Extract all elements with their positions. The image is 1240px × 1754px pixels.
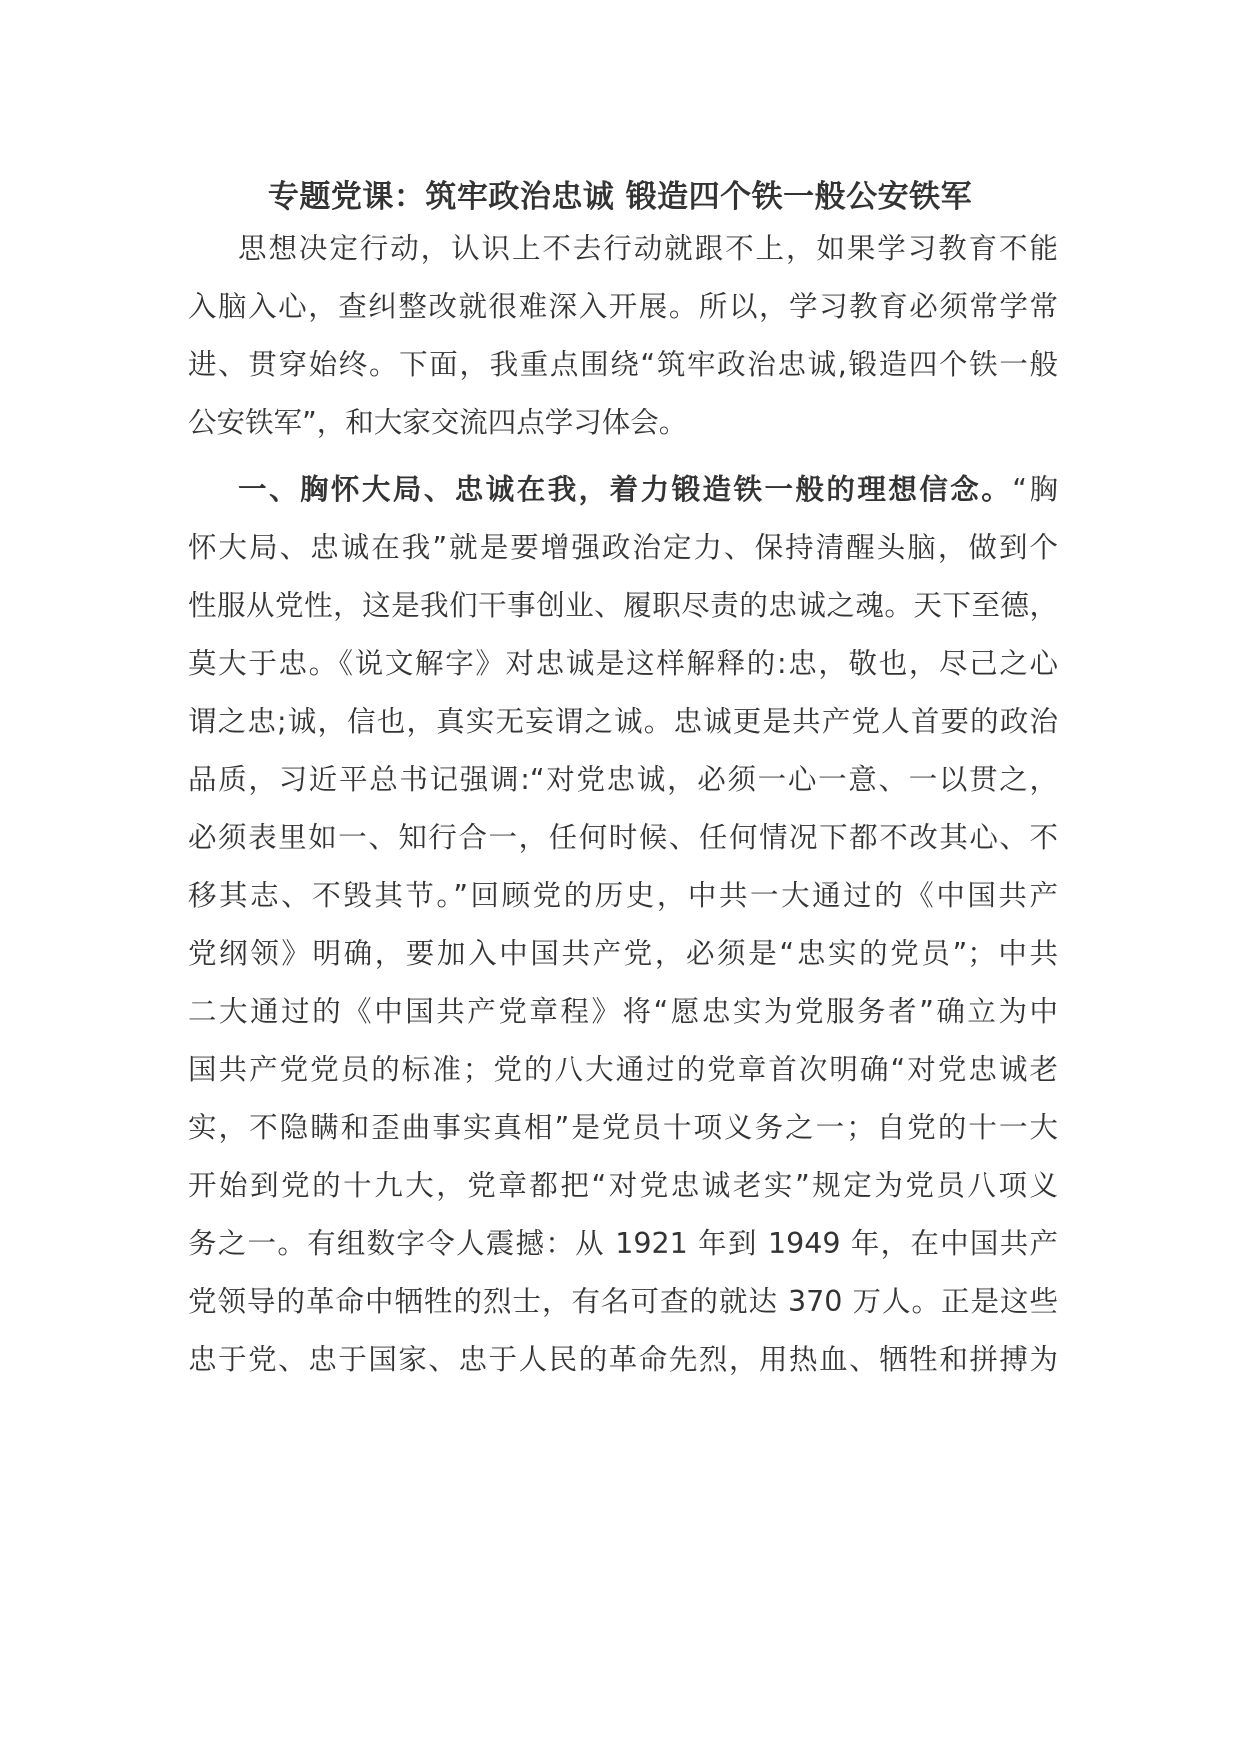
section-heading: 一、胸怀大局、忠诚在我，着力锻造铁一般的理想信念。 (238, 473, 1013, 506)
paragraph-1-line-4: 公安铁军”，和大家交流四点学习体会。 (188, 406, 688, 439)
paragraph-2-line-1-tail: “胸 (1012, 473, 1059, 506)
paragraph-2-line-2: 怀大局、忠诚在我”就是要增强政治定力、保持清醒头脑，做到个 (188, 531, 1058, 564)
paragraph-1-line-1: 思想决定行动，认识上不去行动就跟不上，如果学习教育不能 (238, 232, 1058, 265)
paragraph-1-line-3: 进、贯穿始终。下面，我重点围绕“筑牢政治忠诚,锻造四个铁一般 (188, 348, 1058, 381)
paragraph-1-line-2: 入脑入心，查纠整改就很难深入开展。所以，学习教育必须常学常 (188, 290, 1058, 323)
paragraph-2-line-8: 移其志、不毁其节。”回顾党的历史，中共一大通过的《中国共产 (188, 879, 1058, 912)
paragraph-2-line-15: 党领导的革命中牺牲的烈士，有名可查的就达 370 万人。正是这些 (188, 1285, 1058, 1318)
paragraph-2-line-16: 忠于党、忠于国家、忠于人民的革命先烈，用热血、牺牲和拼搏为 (188, 1343, 1058, 1376)
paragraph-2-line-3: 性服从党性，这是我们干事创业、履职尽责的忠诚之魂。天下至德， (188, 589, 1058, 622)
paragraph-2-line-13: 开始到党的十九大，党章都把“对党忠诚老实”规定为党员八项义 (188, 1169, 1058, 1202)
paragraph-2-line-4: 莫大于忠。《说文解字》对忠诚是这样解释的:忠，敬也，尽己之心 (188, 647, 1058, 680)
paragraph-2-line-10: 二大通过的《中国共产党章程》将“愿忠实为党服务者”确立为中 (188, 995, 1058, 1028)
paragraph-2-line-1 (238, 470, 1058, 510)
paragraph-2-line-5: 谓之忠;诚，信也，真实无妄谓之诚。忠诚更是共产党人首要的政治 (188, 705, 1058, 738)
paragraph-2-line-12: 实，不隐瞒和歪曲事实真相”是党员十项义务之一；自党的十一大 (188, 1111, 1058, 1144)
paragraph-2-line-11: 国共产党党员的标准；党的八大通过的党章首次明确“对党忠诚老 (188, 1053, 1058, 1086)
paragraph-2-line-14: 务之一。有组数字令人震撼：从 1921 年到 1949 年，在中国共产 (188, 1227, 1058, 1260)
paragraph-2-line-6: 品质，习近平总书记强调:“对党忠诚，必须一心一意、一以贯之， (188, 763, 1058, 796)
paragraph-2-line-9: 党纲领》明确，要加入中国共产党，必须是“忠实的党员”；中共 (188, 937, 1058, 970)
paragraph-2-line-7: 必须表里如一、知行合一，任何时候、任何情况下都不改其心、不 (188, 821, 1058, 854)
document-title: 专题党课：筑牢政治忠诚 锻造四个铁一般公安铁军 (267, 179, 973, 215)
